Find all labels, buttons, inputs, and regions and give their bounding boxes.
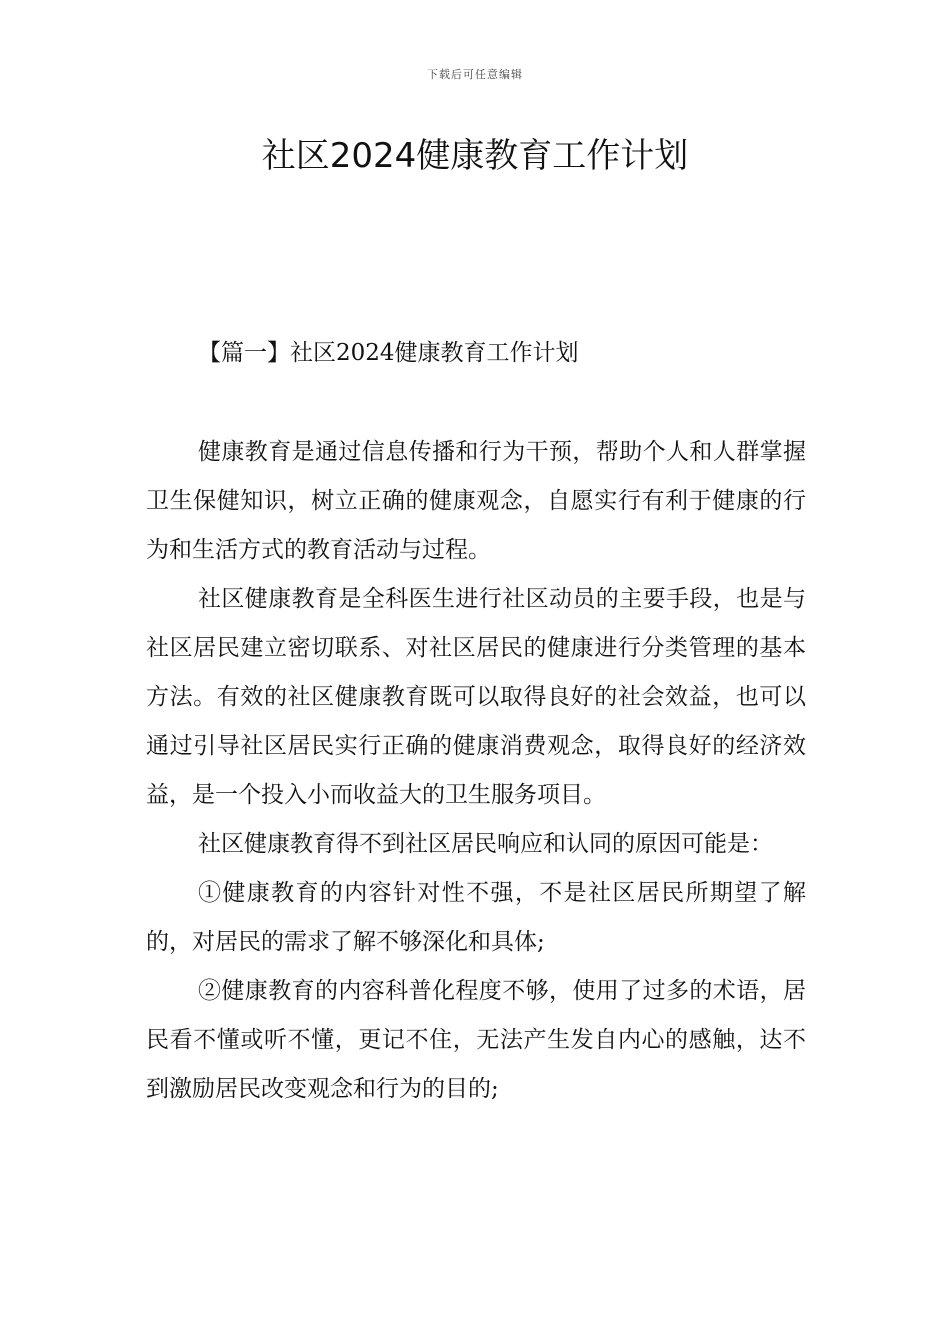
paragraph: ①健康教育的内容针对性不强，不是社区居民所期望了解的，对居民的需求了解不够深化和具体; [146, 880, 806, 955]
paragraph: ②健康教育的内容科普化程度不够，使用了过多的术语，居民看不懂或听不懂，更记不住，无法产生发自内心的感触，达不到激励居民改变观念和行为的目的; [146, 978, 806, 1102]
header-note: 下载后可任意编辑 [427, 68, 523, 81]
document-title: 社区2024健康教育工作计划 [261, 136, 689, 176]
paragraph: 社区健康教育得不到社区居民响应和认同的原因可能是： [198, 831, 773, 857]
document-body [146, 428, 806, 1114]
paragraph: 社区健康教育是全科医生进行社区动员的主要手段，也是与社区居民建立密切联系、对社区居民的健康进行分类管理的基本方法。有效的社区健康教育既可以取得良好的社会效益，也可以通过引导社区居民实行正确的健康消费观念，取得良好的经济效益，是一个投入小而收益大的卫生服务项目。 [146, 586, 806, 808]
section-heading: 【篇一】社区2024健康教育工作计划 [198, 340, 579, 366]
paragraph: 健康教育是通过信息传播和行为干预，帮助个人和人群掌握卫生保健知识，树立正确的健康观念，自愿实行有利于健康的行为和生活方式的教育活动与过程。 [146, 439, 806, 563]
